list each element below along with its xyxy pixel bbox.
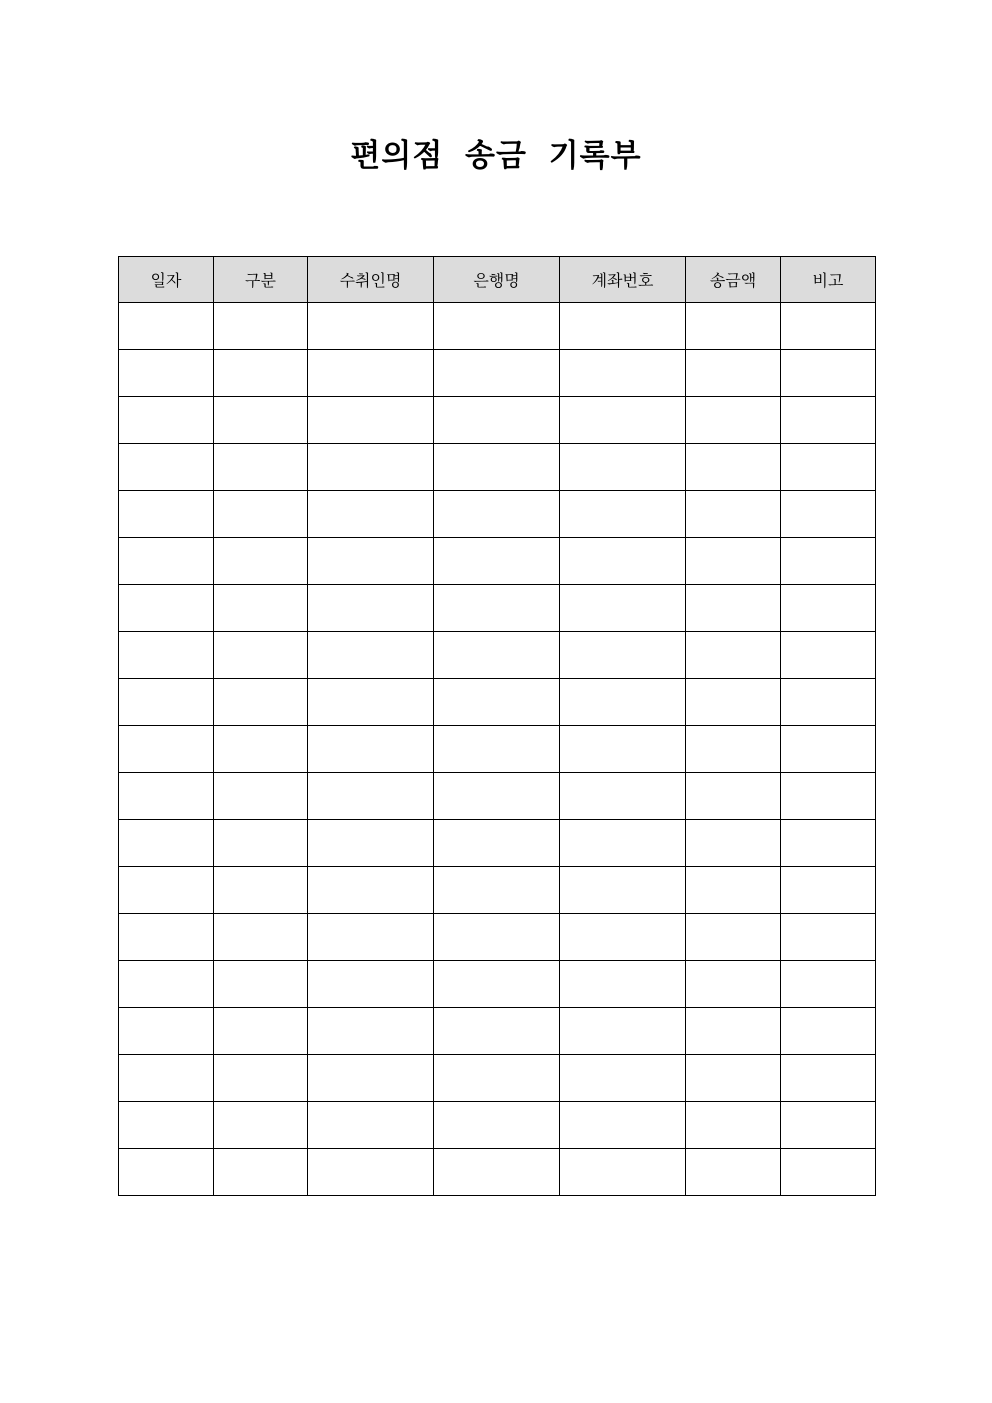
cell-date[interactable] xyxy=(119,820,214,867)
header-row xyxy=(119,257,876,303)
cell-bank[interactable] xyxy=(434,679,560,726)
cell-amount[interactable] xyxy=(686,444,781,491)
cell-remarks[interactable] xyxy=(781,961,876,1008)
cell-remarks[interactable] xyxy=(781,1008,876,1055)
cell-remarks[interactable] xyxy=(781,303,876,350)
cell-category[interactable] xyxy=(214,726,308,773)
column-header-recipient: 수취인명 xyxy=(308,257,434,303)
cell-category[interactable] xyxy=(214,632,308,679)
cell-remarks[interactable] xyxy=(781,726,876,773)
cell-amount[interactable] xyxy=(686,538,781,585)
cell-date[interactable] xyxy=(119,397,214,444)
table-row xyxy=(119,820,876,867)
table-row xyxy=(119,632,876,679)
cell-date[interactable] xyxy=(119,632,214,679)
table-row xyxy=(119,679,876,726)
cell-bank[interactable] xyxy=(434,350,560,397)
cell-date[interactable] xyxy=(119,491,214,538)
cell-category[interactable] xyxy=(214,820,308,867)
page-title: 편의점 송금 기록부 xyxy=(350,138,642,174)
remittance-ledger-table xyxy=(118,256,876,1196)
cell-amount[interactable] xyxy=(686,397,781,444)
cell-date[interactable] xyxy=(119,350,214,397)
cell-date[interactable] xyxy=(119,1149,214,1196)
cell-remarks[interactable] xyxy=(781,397,876,444)
cell-category[interactable] xyxy=(214,350,308,397)
table-row xyxy=(119,491,876,538)
cell-bank[interactable] xyxy=(434,961,560,1008)
cell-account-number[interactable] xyxy=(560,914,686,961)
cell-recipient[interactable] xyxy=(308,397,434,444)
cell-category[interactable] xyxy=(214,585,308,632)
cell-account-number[interactable] xyxy=(560,867,686,914)
cell-recipient[interactable] xyxy=(308,444,434,491)
cell-remarks[interactable] xyxy=(781,914,876,961)
cell-account-number[interactable] xyxy=(560,350,686,397)
cell-category[interactable] xyxy=(214,914,308,961)
cell-remarks[interactable] xyxy=(781,632,876,679)
cell-date[interactable] xyxy=(119,679,214,726)
cell-recipient[interactable] xyxy=(308,538,434,585)
cell-amount[interactable] xyxy=(686,726,781,773)
cell-recipient[interactable] xyxy=(308,350,434,397)
cell-recipient[interactable] xyxy=(308,1149,434,1196)
table-row xyxy=(119,397,876,444)
cell-account-number[interactable] xyxy=(560,303,686,350)
cell-remarks[interactable] xyxy=(781,585,876,632)
cell-account-number[interactable] xyxy=(560,444,686,491)
cell-category[interactable] xyxy=(214,491,308,538)
cell-category[interactable] xyxy=(214,303,308,350)
column-header-account-number: 계좌번호 xyxy=(560,257,686,303)
cell-amount[interactable] xyxy=(686,1008,781,1055)
cell-amount[interactable] xyxy=(686,961,781,1008)
cell-amount[interactable] xyxy=(686,773,781,820)
cell-amount[interactable] xyxy=(686,585,781,632)
column-header-date: 일자 xyxy=(119,257,214,303)
cell-account-number[interactable] xyxy=(560,538,686,585)
table-row xyxy=(119,1149,876,1196)
cell-account-number[interactable] xyxy=(560,1149,686,1196)
cell-recipient[interactable] xyxy=(308,1055,434,1102)
cell-date[interactable] xyxy=(119,726,214,773)
cell-recipient[interactable] xyxy=(308,773,434,820)
cell-recipient[interactable] xyxy=(308,303,434,350)
cell-account-number[interactable] xyxy=(560,491,686,538)
cell-category[interactable] xyxy=(214,397,308,444)
cell-date[interactable] xyxy=(119,914,214,961)
cell-date[interactable] xyxy=(119,961,214,1008)
cell-remarks[interactable] xyxy=(781,1102,876,1149)
table-row xyxy=(119,350,876,397)
cell-category[interactable] xyxy=(214,1008,308,1055)
cell-bank[interactable] xyxy=(434,632,560,679)
cell-bank[interactable] xyxy=(434,491,560,538)
cell-bank[interactable] xyxy=(434,773,560,820)
cell-date[interactable] xyxy=(119,1008,214,1055)
cell-amount[interactable] xyxy=(686,914,781,961)
cell-recipient[interactable] xyxy=(308,585,434,632)
cell-remarks[interactable] xyxy=(781,1055,876,1102)
cell-amount[interactable] xyxy=(686,491,781,538)
cell-bank[interactable] xyxy=(434,397,560,444)
cell-date[interactable] xyxy=(119,1102,214,1149)
cell-date[interactable] xyxy=(119,303,214,350)
cell-remarks[interactable] xyxy=(781,350,876,397)
cell-remarks[interactable] xyxy=(781,820,876,867)
cell-recipient[interactable] xyxy=(308,491,434,538)
column-header-bank: 은행명 xyxy=(434,257,560,303)
cell-account-number[interactable] xyxy=(560,585,686,632)
cell-recipient[interactable] xyxy=(308,726,434,773)
cell-category[interactable] xyxy=(214,961,308,1008)
cell-remarks[interactable] xyxy=(781,538,876,585)
cell-account-number[interactable] xyxy=(560,1055,686,1102)
cell-category[interactable] xyxy=(214,1149,308,1196)
cell-account-number[interactable] xyxy=(560,820,686,867)
table-row xyxy=(119,444,876,491)
cell-bank[interactable] xyxy=(434,444,560,491)
table-row xyxy=(119,1055,876,1102)
table-row xyxy=(119,1008,876,1055)
cell-account-number[interactable] xyxy=(560,1102,686,1149)
cell-recipient[interactable] xyxy=(308,961,434,1008)
ledger-body xyxy=(119,303,876,1196)
cell-account-number[interactable] xyxy=(560,397,686,444)
cell-category[interactable] xyxy=(214,444,308,491)
cell-bank[interactable] xyxy=(434,585,560,632)
table-row xyxy=(119,726,876,773)
cell-bank[interactable] xyxy=(434,1055,560,1102)
cell-account-number[interactable] xyxy=(560,961,686,1008)
cell-bank[interactable] xyxy=(434,820,560,867)
cell-amount[interactable] xyxy=(686,1149,781,1196)
cell-bank[interactable] xyxy=(434,726,560,773)
cell-account-number[interactable] xyxy=(560,773,686,820)
table-row xyxy=(119,585,876,632)
cell-recipient[interactable] xyxy=(308,820,434,867)
cell-bank[interactable] xyxy=(434,867,560,914)
cell-amount[interactable] xyxy=(686,303,781,350)
cell-category[interactable] xyxy=(214,538,308,585)
cell-account-number[interactable] xyxy=(560,1008,686,1055)
column-header-amount: 송금액 xyxy=(686,257,781,303)
column-header-remarks: 비고 xyxy=(781,257,876,303)
table-row xyxy=(119,1102,876,1149)
cell-date[interactable] xyxy=(119,867,214,914)
cell-recipient[interactable] xyxy=(308,867,434,914)
cell-remarks[interactable] xyxy=(781,773,876,820)
cell-remarks[interactable] xyxy=(781,444,876,491)
cell-date[interactable] xyxy=(119,444,214,491)
cell-bank[interactable] xyxy=(434,303,560,350)
cell-category[interactable] xyxy=(214,867,308,914)
cell-remarks[interactable] xyxy=(781,491,876,538)
cell-recipient[interactable] xyxy=(308,914,434,961)
cell-amount[interactable] xyxy=(686,867,781,914)
cell-category[interactable] xyxy=(214,773,308,820)
cell-amount[interactable] xyxy=(686,632,781,679)
cell-category[interactable] xyxy=(214,679,308,726)
cell-amount[interactable] xyxy=(686,350,781,397)
cell-recipient[interactable] xyxy=(308,632,434,679)
cell-remarks[interactable] xyxy=(781,1149,876,1196)
cell-bank[interactable] xyxy=(434,914,560,961)
table-row xyxy=(119,961,876,1008)
cell-recipient[interactable] xyxy=(308,1102,434,1149)
cell-account-number[interactable] xyxy=(560,632,686,679)
cell-category[interactable] xyxy=(214,1102,308,1149)
cell-category[interactable] xyxy=(214,1055,308,1102)
cell-date[interactable] xyxy=(119,538,214,585)
cell-account-number[interactable] xyxy=(560,679,686,726)
cell-date[interactable] xyxy=(119,1055,214,1102)
cell-bank[interactable] xyxy=(434,1149,560,1196)
cell-amount[interactable] xyxy=(686,1102,781,1149)
table-row xyxy=(119,867,876,914)
cell-bank[interactable] xyxy=(434,1008,560,1055)
cell-bank[interactable] xyxy=(434,538,560,585)
cell-remarks[interactable] xyxy=(781,867,876,914)
cell-amount[interactable] xyxy=(686,679,781,726)
table-row xyxy=(119,773,876,820)
cell-amount[interactable] xyxy=(686,820,781,867)
cell-remarks[interactable] xyxy=(781,679,876,726)
table-row xyxy=(119,303,876,350)
cell-date[interactable] xyxy=(119,773,214,820)
cell-recipient[interactable] xyxy=(308,1008,434,1055)
cell-bank[interactable] xyxy=(434,1102,560,1149)
cell-date[interactable] xyxy=(119,585,214,632)
table-row xyxy=(119,538,876,585)
cell-account-number[interactable] xyxy=(560,726,686,773)
cell-amount[interactable] xyxy=(686,1055,781,1102)
column-header-category: 구분 xyxy=(214,257,308,303)
table-row xyxy=(119,914,876,961)
cell-recipient[interactable] xyxy=(308,679,434,726)
